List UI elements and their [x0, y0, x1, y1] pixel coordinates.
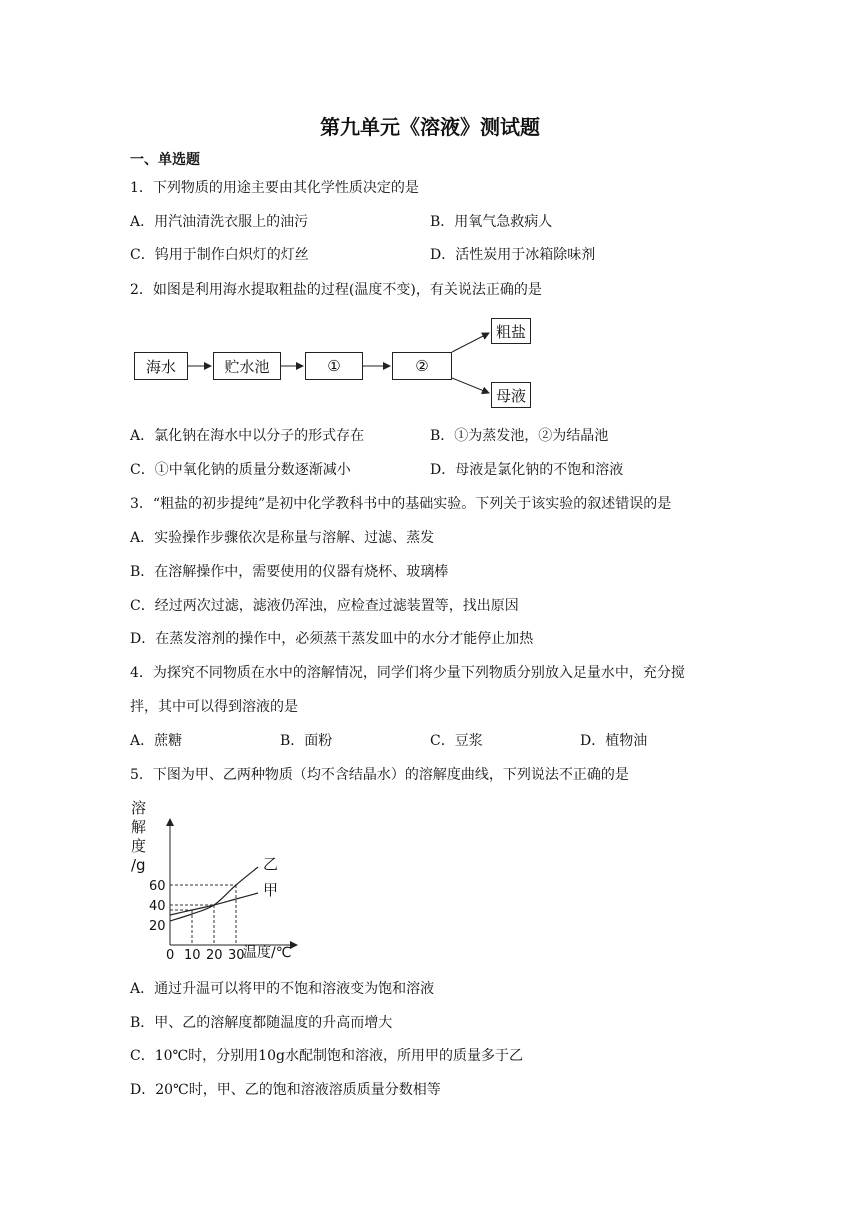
question-1-option-a: A．用汽油清洗衣服上的油污	[130, 214, 309, 230]
x-tick-label-0: 0	[166, 948, 175, 963]
question-4-stem-line-1: 4．为探究不同物质在水中的溶解情况，同学们将少量下列物质分别放入足量水中，充分搅	[130, 665, 685, 681]
x-tick-label-2: 20	[206, 948, 223, 963]
x-axis-label: 温度/℃	[243, 945, 292, 961]
question-2-option-a: A．氯化钠在海水中以分子的形式存在	[130, 428, 365, 444]
section-heading: 一、单选题	[130, 152, 200, 168]
solubility-chart	[125, 797, 305, 967]
flow-box-seawater: 海水	[134, 352, 188, 380]
y-axis-label-char-0: 溶	[131, 799, 147, 817]
question-5-option-b: B．甲、乙的溶解度都随温度的升高而增大	[130, 1015, 393, 1031]
question-4-option-c: C．豆浆	[430, 733, 483, 749]
question-2-option-b: B．①为蒸发池，②为结晶池	[430, 428, 609, 444]
question-5-option-c: C．10℃时，分别用10g水配制饱和溶液，所用甲的质量多于乙	[130, 1048, 523, 1064]
question-1-option-b: B．用氧气急救病人	[430, 214, 553, 230]
series-label-0: 乙	[263, 855, 279, 873]
arrow-step2-liquor	[452, 378, 489, 393]
y-axis-label-char-2: 度	[131, 837, 147, 855]
question-5-stem: 5．下图为甲、乙两种物质（均不含结晶水）的溶解度曲线，下列说法不正确的是	[130, 767, 629, 783]
series-label-1: 甲	[263, 881, 279, 899]
x-tick-label-1: 10	[184, 948, 201, 963]
question-1-option-d: D．活性炭用于冰箱除味剂	[430, 247, 596, 263]
question-4-option-a: A．蔗糖	[130, 733, 183, 749]
question-4-option-d: D．植物油	[580, 733, 648, 749]
page-title: 第九单元《溶液》测试题	[320, 115, 540, 139]
flow-box-mother-liquor: 母液	[491, 382, 531, 408]
question-5-option-a: A．通过升温可以将甲的不饱和溶液变为饱和溶液	[130, 981, 435, 997]
question-3-option-d: D．在蒸发溶剂的操作中，必须蒸干蒸发皿中的水分才能停止加热	[130, 631, 534, 647]
y-tick-label-1: 40	[149, 899, 166, 914]
x-tick-label-3: 30	[228, 948, 245, 963]
question-3-option-a: A．实验操作步骤依次是称量与溶解、过滤、蒸发	[130, 530, 435, 546]
arrow-step2-salt	[452, 333, 489, 352]
y-tick-label-2: 60	[149, 879, 166, 894]
question-2-option-d: D．母液是氯化钠的不饱和溶液	[430, 462, 624, 478]
flow-box-storage-pool: 贮水池	[213, 352, 281, 380]
question-4-stem-line-2: 拌，其中可以得到溶液的是	[130, 699, 298, 715]
y-axis-label-char-3: /g	[131, 856, 146, 874]
question-1-stem: 1．下列物质的用途主要由其化学性质决定的是	[130, 180, 419, 196]
question-2-stem: 2．如图是利用海水提取粗盐的过程(温度不变)，有关说法正确的是	[130, 282, 542, 298]
y-tick-label-0: 20	[149, 919, 166, 934]
flow-box-step-1: ①	[305, 352, 363, 380]
question-3-option-c: C．经过两次过滤，滤液仍浑浊，应检查过滤装置等，找出原因	[130, 598, 519, 614]
question-1-option-c: C．钨用于制作白炽灯的灯丝	[130, 247, 309, 263]
question-2-option-c: C．①中氧化钠的质量分数逐渐减小	[130, 462, 351, 478]
flow-box-crude-salt: 粗盐	[491, 318, 531, 344]
question-5-option-d: D．20℃时，甲、乙的饱和溶液溶质质量分数相等	[130, 1082, 441, 1098]
question-3-option-b: B．在溶解操作中，需要使用的仪器有烧杯、玻璃棒	[130, 564, 449, 580]
question-4-option-b: B．面粉	[280, 733, 333, 749]
y-axis-label-char-1: 解	[131, 818, 147, 836]
question-3-stem: 3．“粗盐的初步提纯”是初中化学教科书中的基础实验。下列关于该实验的叙述错误的是	[130, 496, 672, 512]
flow-box-step-2: ②	[392, 352, 452, 380]
